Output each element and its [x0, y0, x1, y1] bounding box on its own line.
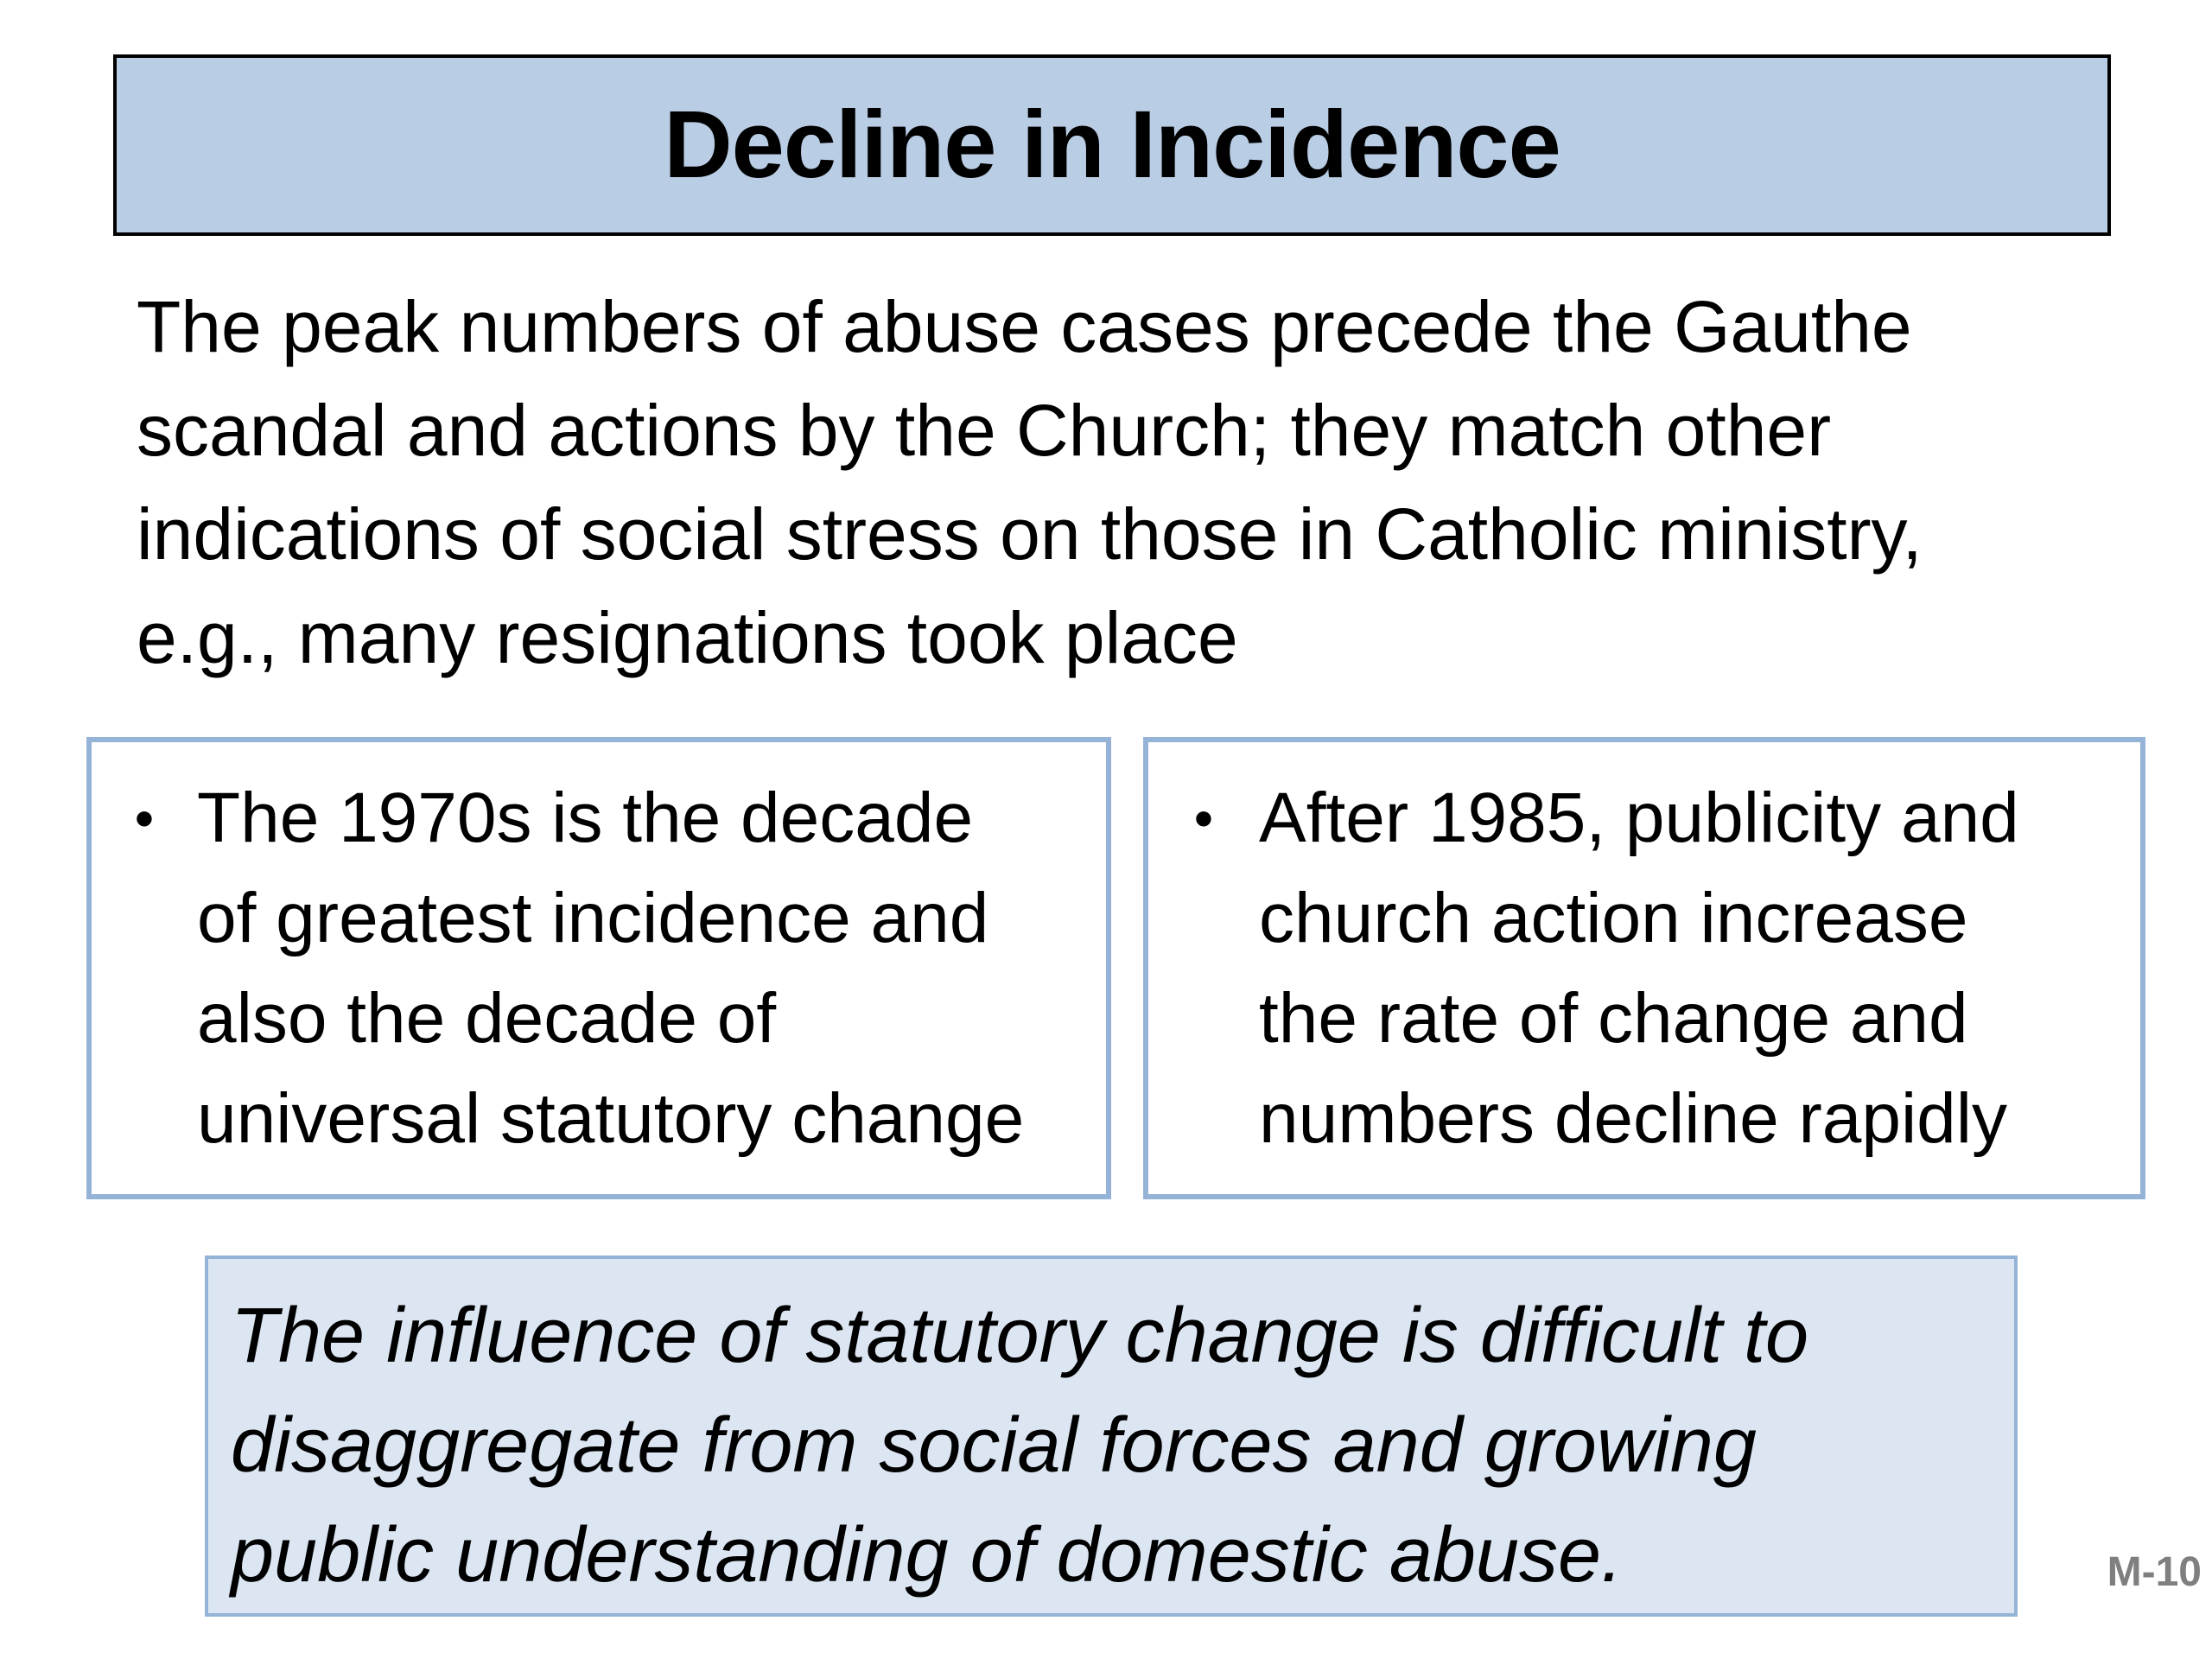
intro-paragraph — [137, 275, 2124, 690]
bullet-dot-icon: • — [134, 787, 155, 849]
title-banner — [113, 54, 2111, 236]
bullet-dot-icon: • — [1193, 787, 1214, 849]
right-bullet-box — [1143, 737, 2145, 1199]
bullet-item-after-1985 — [1148, 768, 2123, 1169]
conclusion-text: The influence of statutory change is difficult to disaggregate from social forces and growing public understanding of domestic abuse. — [231, 1293, 1809, 1599]
intro-line: scandal and actions by the Church; they match other — [137, 390, 1832, 471]
left-bullet-box — [86, 737, 1111, 1199]
intro-line: indications of social stress on those in Catholic ministry, — [137, 493, 1923, 575]
slide-title: Decline in Incidence — [664, 92, 1560, 198]
intro-line: e.g., many resignations took place — [137, 597, 1238, 678]
intro-line: The peak numbers of abuse cases precede the Gauthe — [137, 286, 1912, 367]
conclusion-box — [205, 1255, 2018, 1617]
bullet-item-1970s — [92, 768, 1089, 1169]
bullet-text: The 1970s is the decade of greatest incidence and also the decade of universal statutory change — [197, 779, 1025, 1158]
bullet-text: After 1985, publicity and church action increase the rate of change and numbers decline rapidly — [1259, 779, 2019, 1158]
slide-number-label: M-10 — [2107, 1549, 2202, 1595]
